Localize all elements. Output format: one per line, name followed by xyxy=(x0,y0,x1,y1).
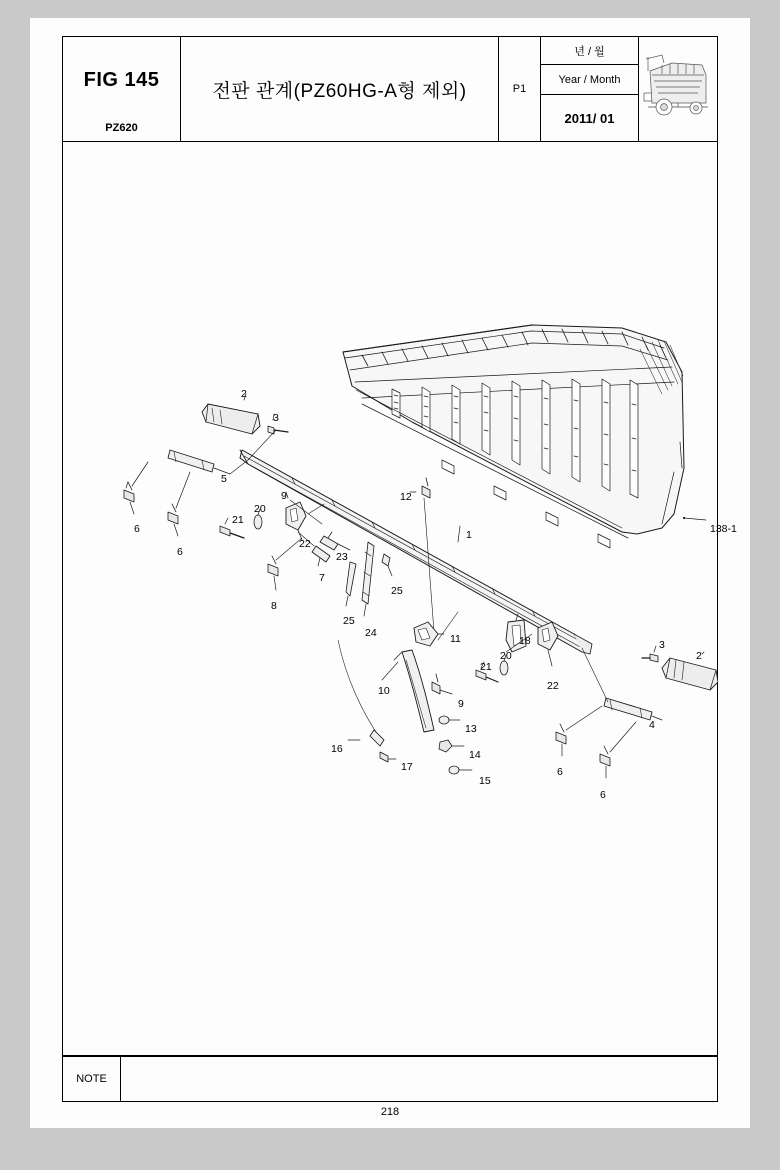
figure-model: PZ620 xyxy=(105,122,138,134)
pin-25-b xyxy=(382,554,392,576)
note-block xyxy=(62,1056,718,1102)
callout-label: 25 xyxy=(391,585,403,597)
link-23 xyxy=(320,532,350,550)
callout-label: 7 xyxy=(319,572,325,584)
callout-label: 20 xyxy=(500,650,512,662)
date-cell xyxy=(541,37,639,141)
bolt-17 xyxy=(380,752,396,762)
callout-label: 2 xyxy=(241,388,247,400)
callout-label: 6 xyxy=(557,766,563,778)
bolt-6-left-a xyxy=(124,462,148,514)
callout-label: 21 xyxy=(480,661,492,673)
figure-label: FIG 145 xyxy=(83,69,160,91)
callout-label: 22 xyxy=(299,538,311,550)
callout-label: 10 xyxy=(378,685,390,697)
callout-label: 5 xyxy=(221,473,227,485)
page-code: P1 xyxy=(499,37,541,141)
tractor-icon xyxy=(639,37,717,141)
callout-label: 6 xyxy=(134,523,140,535)
callout-label: 9 xyxy=(281,490,287,502)
callout-label: 6 xyxy=(600,789,606,801)
callout-label: 21 xyxy=(232,514,244,526)
title-block xyxy=(62,36,718,142)
bolt-6-right-a xyxy=(556,706,602,756)
callout-label: 9 xyxy=(458,698,464,710)
bracket-22-left xyxy=(286,502,306,540)
bolt-9-center xyxy=(432,674,452,694)
washer-13 xyxy=(439,716,460,724)
note-body xyxy=(121,1057,717,1101)
callout-label: 3 xyxy=(659,639,665,651)
drawing-svg xyxy=(62,142,718,1056)
page-number: 218 xyxy=(380,1106,400,1118)
callout-label: 11 xyxy=(450,633,461,645)
bracket-22-right xyxy=(538,622,558,666)
bolt-3-right xyxy=(642,646,658,662)
pin-24 xyxy=(362,542,374,616)
callout-label: 16 xyxy=(331,743,343,755)
callout-label: 18 xyxy=(519,635,531,647)
date-header-en: Year / Month xyxy=(541,65,638,95)
exploded-view-drawing xyxy=(62,142,737,1056)
callout-label: 1 xyxy=(466,529,472,541)
date-header-kr: 년 / 월 xyxy=(541,37,638,65)
bolt-6-left-b xyxy=(168,472,190,536)
pin-25-a xyxy=(346,562,356,606)
callout-label: 22 xyxy=(547,680,559,692)
bracket-11 xyxy=(414,622,444,646)
callout-label: 3 xyxy=(273,412,279,424)
callout-label: 23 xyxy=(336,551,348,563)
catalog-sheet xyxy=(30,18,750,1128)
callout-label: 4 xyxy=(649,719,655,731)
callout-label: 6 xyxy=(177,546,183,558)
note-label: NOTE xyxy=(63,1057,121,1101)
callout-label: 14 xyxy=(469,749,481,761)
callout-label: 17 xyxy=(401,761,413,773)
strip-5 xyxy=(168,450,230,474)
callout-label: 25 xyxy=(343,615,355,627)
figure-cell xyxy=(63,37,181,141)
callout-label: 8 xyxy=(271,600,277,612)
bolt-6-right-b xyxy=(600,722,636,778)
left-bracket-2 xyxy=(202,394,260,434)
washer-15 xyxy=(449,766,472,774)
right-bracket-2 xyxy=(662,652,718,690)
bolt-8 xyxy=(268,538,302,590)
callout-label: 20 xyxy=(254,503,266,515)
date-value: 2011/ 01 xyxy=(564,110,615,126)
strip-4 xyxy=(604,698,662,720)
rod-7 xyxy=(312,546,330,566)
callout-label: 24 xyxy=(365,627,377,639)
drawing-title: 전판 관계(PZ60HG-A형 제외) xyxy=(181,37,499,141)
back-panel-assembly xyxy=(343,325,706,548)
callout-label: 15 xyxy=(479,775,491,787)
callout-label: 13 xyxy=(465,723,477,735)
callout-label: 138-1 xyxy=(710,523,737,535)
callout-label: 12 xyxy=(400,491,412,503)
callout-label: 2 xyxy=(696,650,702,662)
nut-14 xyxy=(439,740,464,752)
